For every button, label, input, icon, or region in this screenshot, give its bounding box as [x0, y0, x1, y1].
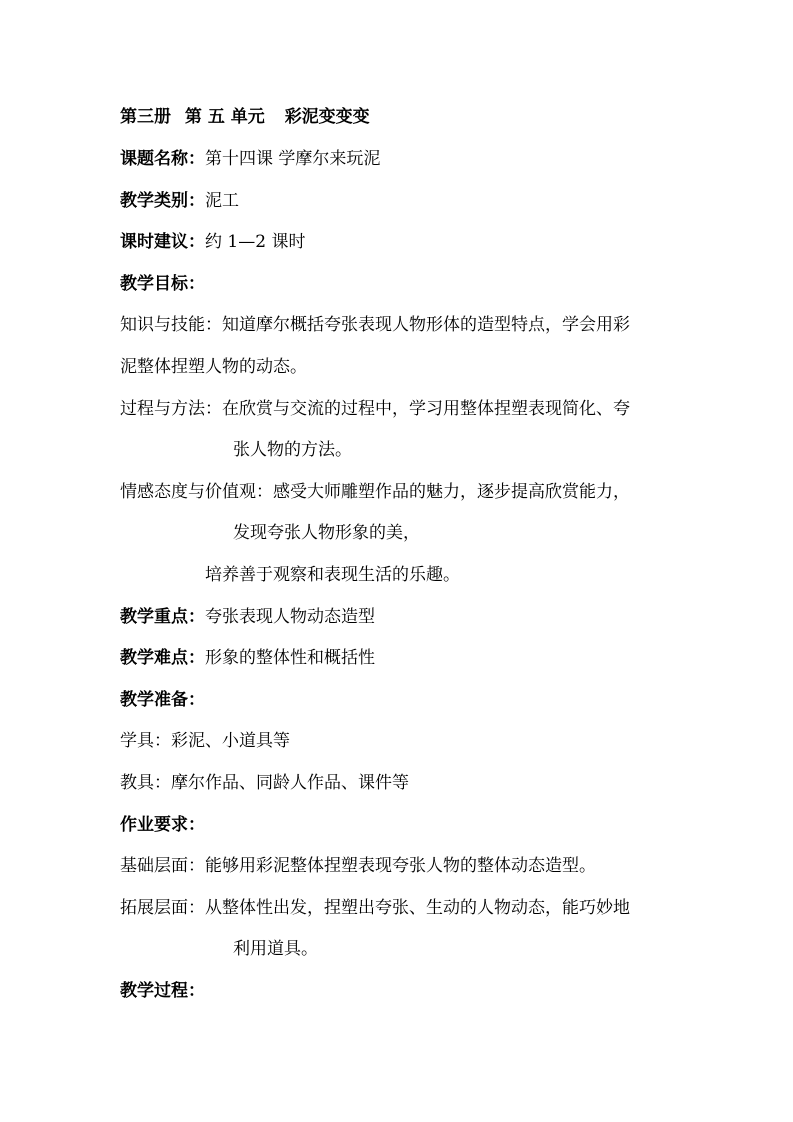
key-point-row [120, 606, 375, 628]
emotion-line-3: 培养善于观察和表现生活的乐趣。 [205, 565, 460, 585]
topic-label: 课题名称： [120, 149, 205, 169]
emotion-line-2: 发现夸张人物形象的美， [233, 523, 420, 543]
difficult-point-label: 教学难点： [120, 648, 205, 668]
homework-heading: 作业要求： [120, 815, 205, 835]
process-method-line-1: 过程与方法：在欣赏与交流的过程中，学习用整体捏塑表现简化、夸 [120, 399, 630, 419]
preparation-heading: 教学准备： [120, 690, 205, 710]
teacher-materials: 教具：摩尔作品、同龄人作品、课件等 [120, 773, 409, 793]
page-title [120, 106, 370, 128]
hours-value: 约 1—2 课时 [205, 232, 306, 252]
hours-label: 课时建议： [120, 232, 205, 252]
hours-row [120, 231, 305, 253]
difficult-point-row [120, 647, 375, 669]
volume-label: 第三册 [120, 107, 171, 127]
emotion-line-1: 情感态度与价值观：感受大师雕塑作品的魅力，逐步提高欣赏能力， [120, 482, 630, 502]
knowledge-line-1: 知识与技能：知道摩尔概括夸张表现人物形体的造型特点，学会用彩 [120, 315, 630, 335]
category-row [120, 190, 239, 212]
category-value: 泥工 [205, 191, 239, 211]
process-method-line-2: 张人物的方法。 [233, 440, 352, 460]
objectives-heading: 教学目标： [120, 274, 205, 294]
category-label: 教学类别： [120, 191, 205, 211]
key-point-label: 教学重点： [120, 607, 205, 627]
key-point-value: 夸张表现人物动态造型 [205, 607, 375, 627]
homework-extended-line-2: 利用道具。 [233, 939, 318, 959]
homework-basic: 基础层面：能够用彩泥整体捏塑表现夸张人物的整体动态造型。 [120, 856, 596, 876]
student-materials: 学具：彩泥、小道具等 [120, 731, 290, 751]
knowledge-line-2: 泥整体捏塑人物的动态。 [120, 357, 307, 377]
topic-row [120, 148, 380, 170]
unit-label: 第 五 单元 [184, 107, 265, 127]
teaching-process-heading: 教学过程： [120, 981, 205, 1001]
homework-extended-line-1: 拓展层面：从整体性出发，捏塑出夸张、生动的人物动态，能巧妙地 [120, 898, 630, 918]
unit-title: 彩泥变变变 [284, 107, 370, 127]
topic-value: 第十四课 学摩尔来玩泥 [205, 149, 381, 169]
difficult-point-value: 形象的整体性和概括性 [205, 648, 375, 668]
